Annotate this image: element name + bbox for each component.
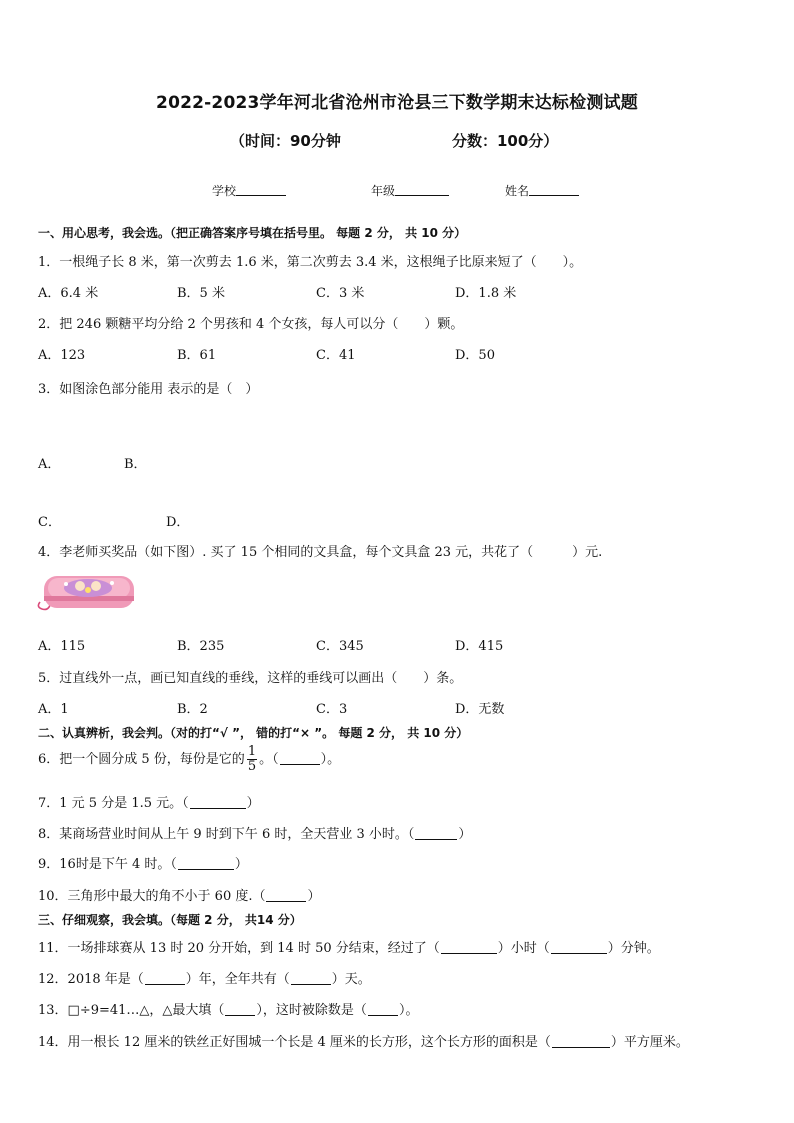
answer-blank[interactable]: [415, 826, 457, 840]
question-9: 9．16时是下午 4 时。（ ）: [38, 857, 248, 872]
question-14: 14．用一根长 12 厘米的铁丝正好围城一个长是 4 厘米的长方形，这个长方形的面积是（ ）平方厘米。: [38, 1035, 689, 1050]
question-5: 5．过直线外一点，画已知直线的垂线，这样的垂线可以画出（ ）条。: [38, 671, 463, 686]
question-12: 12．2018 年是（ ）年，全年共有（ ）天。: [38, 972, 371, 987]
answer-blank[interactable]: [178, 856, 234, 870]
q2-option-a: A．123: [38, 348, 86, 363]
q2-option-d: D．50: [455, 348, 495, 363]
question-4: 4．李老师买奖品（如下图）. 买了 15 个相同的文具盒，每个文具盒 23 元，共花了（ ）元.: [38, 545, 603, 560]
q2-option-b: B．61: [177, 348, 217, 363]
question-3: 3．如图涂色部分能用 表示的是（ ）: [38, 382, 259, 397]
q3-option-d: D．: [166, 515, 190, 530]
fraction: $\frac{1}{5}$: [247, 744, 257, 774]
answer-blank-days[interactable]: [291, 971, 331, 985]
q5-option-d: D．无数: [455, 702, 505, 717]
section-3-heading: 三、仔细观察，我会填。（每题 2 分， 共14 分）: [38, 913, 302, 927]
name-field: 姓名: [505, 182, 579, 199]
q5-option-a: A．1: [38, 702, 69, 717]
section-2-heading: 二、认真辨析，我会判。（对的打“√ ”， 错的打“× ”。 每题 2 分， 共 10 分）: [38, 726, 469, 740]
question-1: 1．一根绳子长 8 米，第一次剪去 1.6 米，第二次剪去 3.4 米，这根绳子比原来短了（ ）。: [38, 255, 583, 270]
q1-option-a: A．6.4 米: [38, 286, 99, 301]
q4-option-a: A．115: [38, 639, 86, 654]
question-2: 2．把 246 颗糖平均分给 2 个男孩和 4 个女孩，每人可以分（ ）颗。: [38, 317, 464, 332]
answer-blank-area[interactable]: [552, 1034, 610, 1048]
school-field: 学校: [212, 182, 286, 199]
q5-option-c: C．3: [316, 702, 348, 717]
q3-option-b: B．: [124, 457, 147, 472]
question-7: 7．1 元 5 分是 1.5 元。（ ）: [38, 796, 260, 811]
q4-option-c: C．345: [316, 639, 364, 654]
q3-option-a: A．: [38, 457, 61, 472]
grade-field: 年级: [371, 182, 449, 199]
answer-blank-minutes[interactable]: [551, 940, 607, 954]
answer-blank-hours[interactable]: [441, 940, 497, 954]
pencil-case-image: [34, 572, 136, 614]
section-1-heading: 一、用心思考，我会选。（把正确答案序号填在括号里。 每题 2 分， 共 10 分）: [38, 226, 467, 240]
q2-option-c: C．41: [316, 348, 356, 363]
q1-option-b: B．5 米: [177, 286, 225, 301]
exam-score: 分数：100分）: [452, 132, 559, 150]
exam-time: （时间：90分钟: [230, 132, 341, 150]
page-title: 2022-2023学年河北省沧州市沧县三下数学期末达标检测试题: [156, 93, 638, 113]
q4-option-d: D．415: [455, 639, 504, 654]
q5-option-b: B．2: [177, 702, 208, 717]
answer-blank-remainder[interactable]: [225, 1002, 255, 1016]
answer-blank[interactable]: [266, 888, 306, 902]
answer-blank[interactable]: [190, 795, 246, 809]
answer-blank-dividend[interactable]: [368, 1002, 398, 1016]
q1-option-d: D．1.8 米: [455, 286, 517, 301]
q3-option-c: C．: [38, 515, 61, 530]
q1-option-c: C．3 米: [316, 286, 365, 301]
q4-option-b: B．235: [177, 639, 225, 654]
question-13: 13．□÷9=41…△，△最大填（ ），这时被除数是（ ）。: [38, 1003, 419, 1018]
question-11: 11．一场排球赛从 13 时 20 分开始，到 14 时 50 分结束，经过了（ ）小时（ ）分钟。: [38, 941, 660, 956]
question-10: 10．三角形中最大的角不小于 60 度.（ ）: [38, 889, 321, 904]
question-8: 8．某商场营业时间从上午 9 时到下午 6 时，全天营业 3 小时。（ ）: [38, 827, 472, 842]
question-6: 6．把一个圆分成 5 份，每份是它的 $\frac{1}{5}$ 。（ ）。: [38, 744, 341, 774]
answer-blank-year-type[interactable]: [145, 971, 185, 985]
answer-blank[interactable]: [280, 751, 320, 765]
